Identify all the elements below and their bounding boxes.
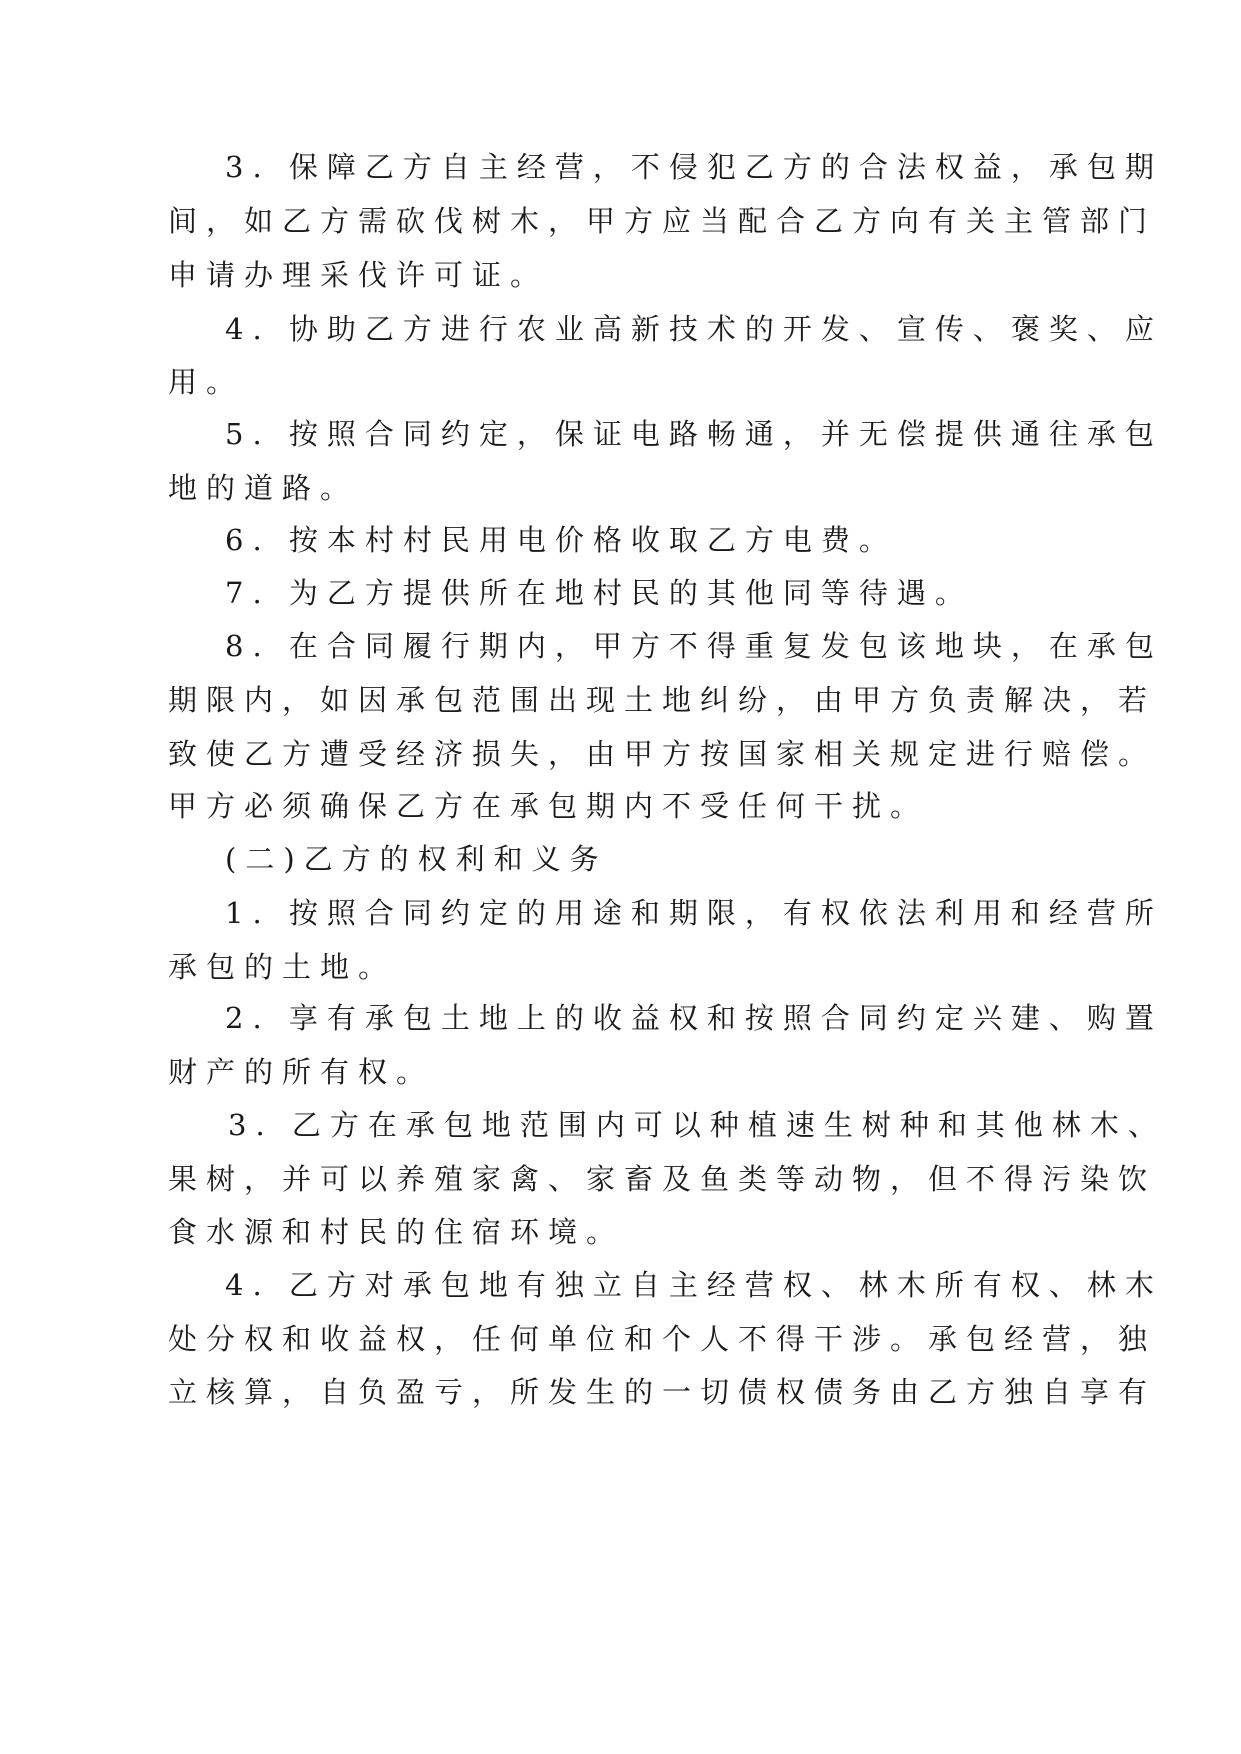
paragraph-line: 1. 按照合同约定的用途和期限，有权依法利用和经营所	[225, 896, 1163, 930]
paragraph-line: 5. 按照合同约定，保证电路畅通，并无偿提供通往承包	[225, 417, 1163, 451]
section-heading: (二)乙方的权利和义务	[225, 842, 608, 876]
paragraph-line: 7. 为乙方提供所在地村民的其他同等待遇。	[225, 576, 973, 610]
paragraph-line: 食水源和村民的住宿环境。	[168, 1215, 625, 1249]
paragraph-line: 2. 享有承包土地上的收益权和按照合同约定兴建、购置	[225, 1001, 1163, 1035]
paragraph-line: 间，如乙方需砍伐树木，甲方应当配合乙方向有关主管部门	[168, 204, 1157, 238]
paragraph-line: 财产的所有权。	[168, 1055, 435, 1089]
paragraph-line: 3. 乙方在承包地范围内可以种植速生树种和其他林木、	[228, 1108, 1166, 1142]
paragraph-line: 6. 按本村村民用电价格收取乙方电费。	[225, 523, 897, 557]
paragraph-line: 申请办理采伐许可证。	[168, 258, 549, 292]
paragraph-line: 立核算，自负盈亏，所发生的一切债权债务由乙方独自享有	[168, 1375, 1157, 1409]
paragraph-line: 甲方必须确保乙方在承包期内不受任何干扰。	[168, 789, 929, 823]
paragraph-line: 处分权和收益权，任何单位和个人不得干涉。承包经营，独	[168, 1322, 1157, 1356]
paragraph-line: 承包的土地。	[168, 950, 397, 984]
paragraph-line: 期限内，如因承包范围出现土地纠纷，由甲方负责解决，若	[168, 683, 1157, 717]
paragraph-line: 致使乙方遭受经济损失，由甲方按国家相关规定进行赔偿。	[168, 737, 1157, 771]
paragraph-line: 4. 乙方对承包地有独立自主经营权、林木所有权、林木	[225, 1268, 1163, 1302]
paragraph-line: 4. 协助乙方进行农业高新技术的开发、宣传、褒奖、应	[225, 312, 1163, 346]
paragraph-line: 8. 在合同履行期内，甲方不得重复发包该地块，在承包	[225, 629, 1163, 663]
paragraph-line: 地的道路。	[168, 471, 359, 505]
paragraph-line: 果树，并可以养殖家禽、家畜及鱼类等动物，但不得污染饮	[168, 1162, 1157, 1196]
paragraph-line: 3. 保障乙方自主经营，不侵犯乙方的合法权益，承包期	[225, 150, 1163, 184]
paragraph-line: 用。	[168, 365, 245, 399]
